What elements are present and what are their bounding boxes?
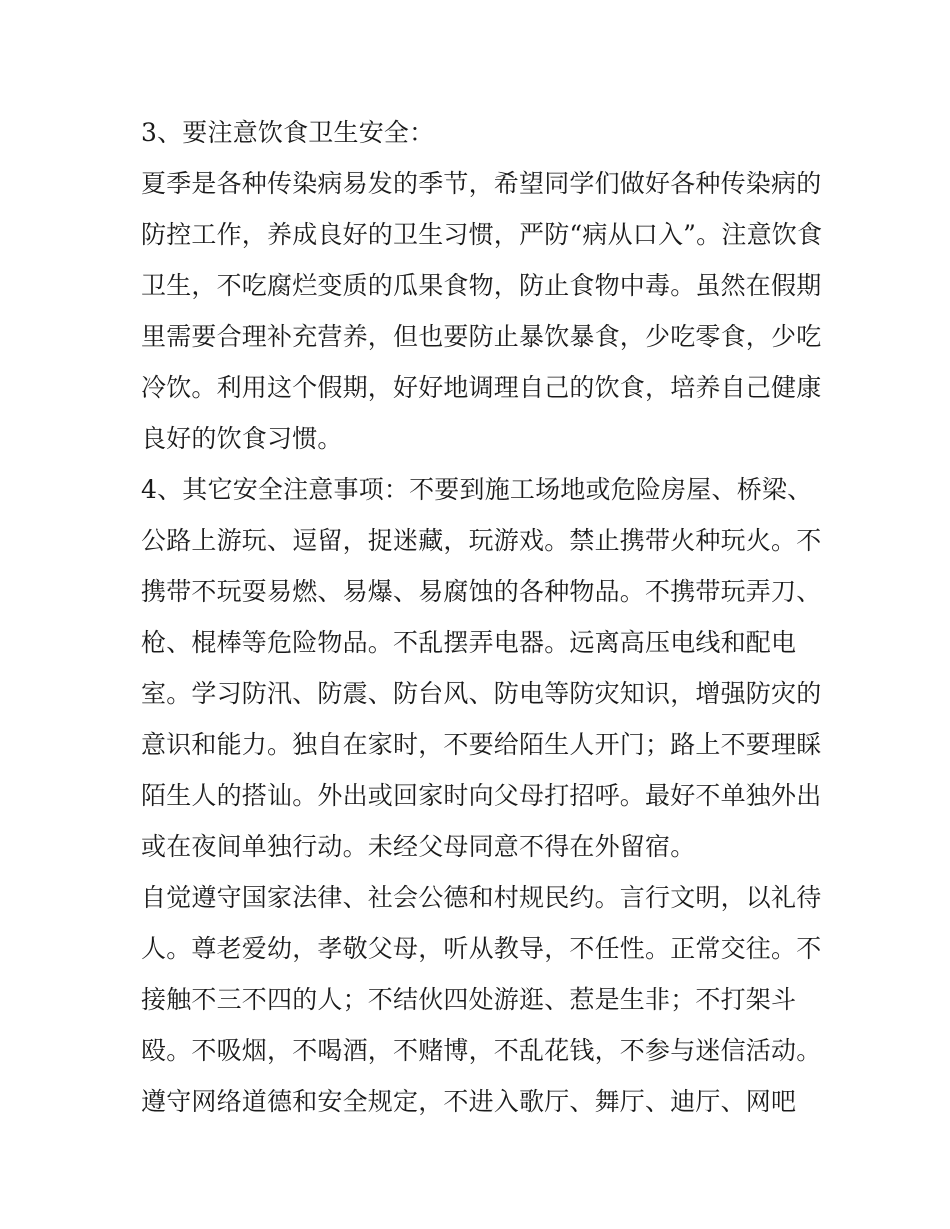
paragraph-line: 接触不三不四的人；不结伙四处游逛、惹是生非；不打架斗 [141,985,797,1014]
paragraph-line: 陌生人的搭讪。外出或回家时向父母打招呼。最好不单独外出 [141,781,822,810]
paragraph-line: 夏季是各种传染病易发的季节，希望同学们做好各种传染病的 [141,169,822,198]
paragraph-line: 公路上游玩、逗留，捉迷藏，玩游戏。禁止携带火种玩火。不 [141,526,822,555]
paragraph-line: 携带不玩耍易燃、易爆、易腐蚀的各种物品。不携带玩弄刀、 [141,577,822,606]
paragraph-line: 里需要合理补充营养，但也要防止暴饮暴食，少吃零食，少吃 [141,322,822,351]
heading-other-safety: 4、其它安全注意事项：不要到施工场地或危险房屋、桥梁、 [141,475,813,504]
paragraph-line: 良好的饮食习惯。 [141,424,343,453]
heading-diet-safety: 3、要注意饮食卫生安全： [141,118,435,147]
paragraph-line: 或在夜间单独行动。未经父母同意不得在外留宿。 [141,832,696,861]
paragraph-line: 室。学习防汛、防震、防台风、防电等防灾知识，增强防灾的 [141,679,822,708]
paragraph-line: 遵守网络道德和安全规定，不进入歌厅、舞厅、迪厅、网吧 [141,1087,797,1116]
paragraph-line: 卫生，不吃腐烂变质的瓜果食物，防止食物中毒。虽然在假期 [141,271,822,300]
paragraph-line: 殴。不吸烟，不喝酒，不赌博，不乱花钱，不参与迷信活动。 [141,1036,822,1065]
paragraph-line: 防控工作，养成良好的卫生习惯，严防“病从口入”。注意饮食 [141,220,823,249]
document-body [141,107,823,1127]
paragraph-line: 自觉遵守国家法律、社会公德和村规民约。言行文明，以礼待 [141,883,822,912]
paragraph-line: 枪、棍棒等危险物品。不乱摆弄电器。远离高压电线和配电 [141,628,797,657]
paragraph-line: 意识和能力。独自在家时，不要给陌生人开门；路上不要理睬 [141,730,822,759]
paragraph-line: 人。尊老爱幼，孝敬父母，听从教导，不任性。正常交往。不 [141,934,822,963]
paragraph-line: 冷饮。利用这个假期，好好地调理自己的饮食，培养自己健康 [141,373,822,402]
